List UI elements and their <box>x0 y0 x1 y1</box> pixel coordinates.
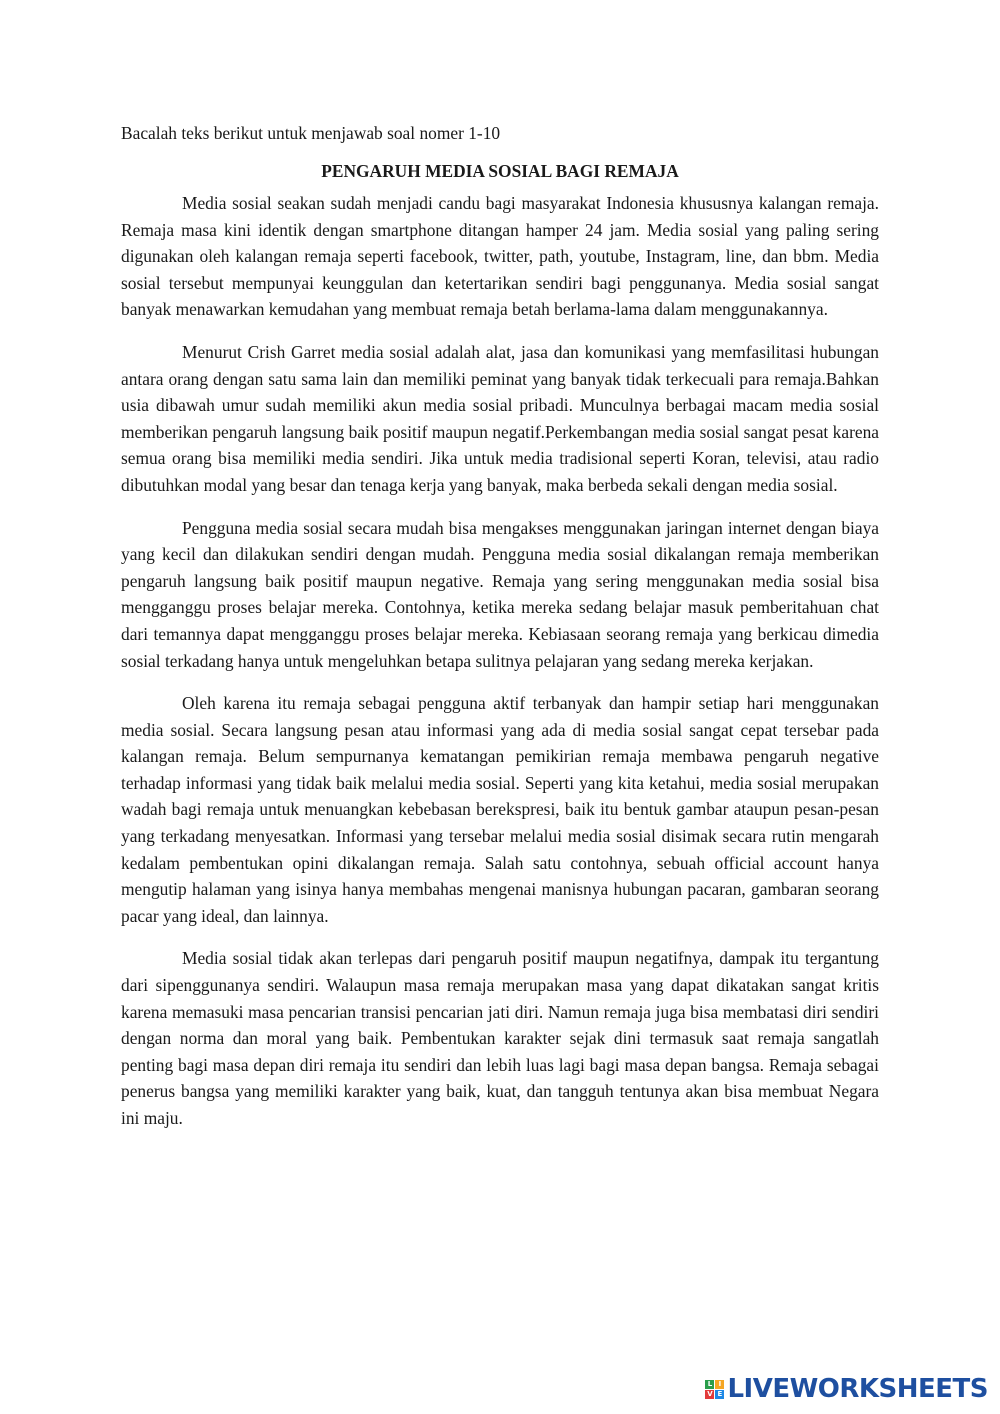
paragraph-5: Media sosial tidak akan terlepas dari pengaruh positif maupun negatifnya, dampak itu tergantung dari sipenggunanya sendiri. Walaupun masa remaja merupakan masa yang dapat dikatakan sangat kritis karena memasuki masa pencarian transisi pencarian jati diri. Namun remaja juga bisa membatasi diri sendiri dengan norma dan moral yang baik. Pembentukan karakter sejak dini termasuk saat remaja sangatlah penting bagi masa depan diri remaja itu sendiri dan lebih luas lagi bagi masa depan bangsa. Remaja sebagai penerus bangsa yang memiliki karakter yang baik, kuat, dan tangguh tentunya akan bisa membuat Negara ini maju. <box>121 948 879 1128</box>
paragraph-3: Pengguna media sosial secara mudah bisa mengakses menggunakan jaringan internet dengan biaya yang kecil dan dilakukan sendiri dengan mudah. Pengguna media sosial dikalangan remaja memberikan pengaruh langsung baik positif maupun negative. Remaja yang sering menggunakan media sosial bisa mengganggu proses belajar mereka. Contohnya, ketika mereka sedang belajar masuk pemberitahuan chat dari temannya dapat mengganggu proses belajar mereka. Kebiasaan seorang remaja yang berkicau dimedia sosial terkadang hanya untuk mengeluhkan betapa sulitnya pelajaran yang sedang mereka kerjakan. <box>121 517 879 671</box>
liveworksheets-logo-icon <box>705 1380 724 1399</box>
logo-letter-i: I <box>715 1380 724 1389</box>
instruction-text: Bacalah teks berikut untuk menjawab soal nomer 1-10 <box>121 123 501 143</box>
logo-letter-l: L <box>705 1380 714 1389</box>
paragraph-4: Oleh karena itu remaja sebagai pengguna aktif terbanyak dan hampir setiap hari menggunakan media sosial. Secara langsung pesan atau informasi yang ada di media sosial sangat cepat tersebar pada kalangan remaja. Belum sempurnanya kematangan pemikirian remaja membawa pengaruh negative terhadap informasi yang tidak baik melalui media sosial. Seperti yang kita ketahui, media sosial merupakan wadah bagi remaja untuk menuangkan kebebasan berekspresi, baik itu bentuk gambar ataupun pesan-pesan yang terkadang menyesatkan. Informasi yang tersebar melalui media sosial disimak secara rutin mengarah kedalam pembentukan opini dikalangan remaja. Salah satu contohnya, sebuah official account hanya mengutip halaman yang isinya hanya membahas mengenai manisnya hubungan pacaran, gambaran seorang pacar yang ideal, dan lainnya. <box>121 693 879 926</box>
liveworksheets-brand <box>705 1374 988 1404</box>
article-title: PENGARUH MEDIA SOSIAL BAGI REMAJA <box>321 160 679 181</box>
paragraph-1: Media sosial seakan sudah menjadi candu bagi masyarakat Indonesia khususnya kalangan remaja. Remaja masa kini identik dengan smartphone ditangan hamper 24 jam. Media sosial yang paling sering digunakan oleh kalangan remaja seperti facebook, twitter, path, youtube, Instagram, line, dan bbm. Media sosial tersebut mempunyai keunggulan dan ketertarikan sendiri bagi penggunanya. Media sosial sangat banyak menawarkan kemudahan yang membuat remaja betah berlama-lama dalam menggunakannya. <box>121 193 879 320</box>
document-page <box>121 120 879 1148</box>
brand-name: LIVEWORKSHEETS <box>727 1374 988 1404</box>
logo-letter-e: E <box>715 1390 724 1399</box>
logo-letter-v: V <box>707 1389 713 1398</box>
paragraph-2: Menurut Crish Garret media sosial adalah alat, jasa dan komunikasi yang memfasilitasi hubungan antara orang dengan satu sama lain dan memiliki peminat yang banyak tidak terkecuali para remaja.Bahkan usia dibawah umur sudah memiliki akun media sosial pribadi. Munculnya berbagai macam media sosial memberikan pengaruh langsung baik positif maupun negatif.Perkembangan media sosial sangat pesat karena semua orang bisa memiliki media sendiri. Jika untuk media tradisional seperti Koran, televisi, atau radio dibutuhkan modal yang besar dan tenaga kerja yang banyak, maka berbeda sekali dengan media sosial. <box>121 341 879 495</box>
